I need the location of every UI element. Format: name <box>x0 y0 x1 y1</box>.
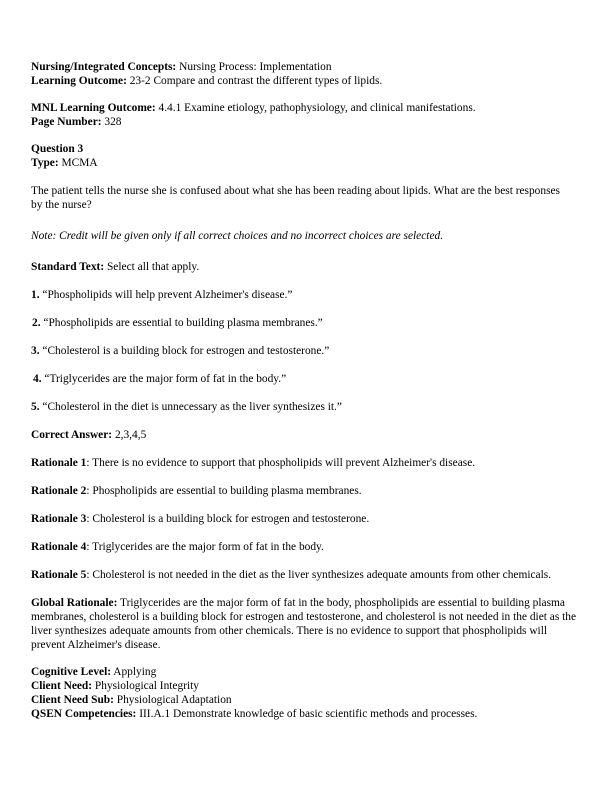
question-type-value: MCMA <box>61 157 98 169</box>
learning-outcome-value: 23-2 Compare and contrast the different types of lipids. <box>129 75 383 87</box>
rationale-label: Rationale 2 <box>31 485 87 497</box>
option-1 <box>31 288 583 302</box>
client-need-line <box>31 679 583 693</box>
rationale-text: : Triglycerides are the major form of fat in the body. <box>86 541 324 553</box>
page-number-label: Page Number: <box>31 116 102 128</box>
rationale-label: Rationale 1 <box>31 457 87 469</box>
concepts-label: Nursing/Integrated Concepts: <box>31 61 177 73</box>
page-number-value: 328 <box>104 116 122 128</box>
mnl-outcome-value: 4.4.1 Examine etiology, pathophysiology, and clinical manifestations. <box>158 102 476 114</box>
rationale-label: Rationale 3 <box>31 513 87 525</box>
question-stem: The patient tells the nurse she is confused about what she has been reading about lipids. What are the best responses by the nurse? <box>31 185 560 211</box>
qsen-competencies-line <box>31 707 583 721</box>
rationale-3 <box>31 512 583 526</box>
option-text: “Triglycerides are the major form of fat in the body.” <box>44 373 287 385</box>
correct-answer-line <box>31 428 583 442</box>
option-text: “Cholesterol is a building block for estrogen and testosterone.” <box>42 345 330 357</box>
rationale-2 <box>31 484 583 498</box>
qsen-competencies-label: QSEN Competencies: <box>31 708 137 720</box>
concepts-value: Nursing Process: Implementation <box>179 61 332 73</box>
standard-text-label: Standard Text: <box>31 261 105 273</box>
question-title <box>31 142 583 156</box>
question-document <box>31 60 583 721</box>
rationale-text: : Cholesterol is not needed in the diet as the liver synthesizes adequate amounts from other chemicals. <box>86 569 552 581</box>
option-text: “Phospholipids are essential to building plasma membranes.” <box>43 317 323 329</box>
learning-outcome-line <box>31 74 583 88</box>
global-rationale <box>31 596 579 652</box>
client-need-label: Client Need: <box>31 680 93 692</box>
correct-answer-value: 2,3,4,5 <box>114 429 147 441</box>
question-type-line <box>31 156 583 170</box>
client-need-sub-value: Physiological Adaptation <box>116 694 232 706</box>
mnl-outcome-line <box>31 101 583 115</box>
rationale-label: Rationale 4 <box>31 541 87 553</box>
option-2 <box>31 316 583 330</box>
option-number: 2. <box>32 317 41 329</box>
rationale-5 <box>31 568 583 582</box>
question-title-text: Question 3 <box>31 143 84 155</box>
option-4 <box>31 372 583 386</box>
global-rationale-text: Triglycerides are the major form of fat in the body, phospholipids are essential to building plasma membranes, cholesterol is a building block for estrogen and testosterone, and cholesterol is not needed in the diet as the liver synthesizes adequate amounts from other chemicals. There is no evidence to support that phospholipids will prevent Alzheimer's disease. <box>31 597 577 651</box>
rationale-text: : There is no evidence to support that phospholipids will prevent Alzheimer's disease. <box>86 457 476 469</box>
client-need-sub-line <box>31 693 583 707</box>
cognitive-level-label: Cognitive Level: <box>31 666 112 678</box>
rationale-4 <box>31 540 583 554</box>
option-text: “Cholesterol in the diet is unnecessary as the liver synthesizes it.” <box>42 401 342 413</box>
credit-note: Note: Credit will be given only if all correct choices and no incorrect choices are selected. <box>31 230 444 242</box>
option-number: 1. <box>31 289 40 301</box>
mnl-outcome-label: MNL Learning Outcome: <box>31 102 156 114</box>
rationale-label: Rationale 5 <box>31 569 87 581</box>
option-3 <box>31 344 583 358</box>
correct-answer-label: Correct Answer: <box>31 429 113 441</box>
client-need-sub-label: Client Need Sub: <box>31 694 114 706</box>
option-5 <box>31 400 583 414</box>
cognitive-level-value: Applying <box>113 666 157 678</box>
rationale-text: : Phospholipids are essential to building plasma membranes. <box>86 485 362 497</box>
global-rationale-label: Global Rationale: <box>31 597 118 609</box>
rationale-1 <box>31 456 583 470</box>
learning-outcome-label: Learning Outcome: <box>31 75 127 87</box>
qsen-competencies-value: III.A.1 Demonstrate knowledge of basic scientific methods and processes. <box>139 708 478 720</box>
option-number: 4. <box>33 373 42 385</box>
option-number: 3. <box>31 345 40 357</box>
page-number-line <box>31 115 583 129</box>
standard-text-value: Select all that apply. <box>106 261 200 273</box>
client-need-value: Physiological Integrity <box>94 680 200 692</box>
cognitive-level-line <box>31 665 583 679</box>
option-number: 5. <box>31 401 40 413</box>
rationale-text: : Cholesterol is a building block for estrogen and testosterone. <box>86 513 370 525</box>
question-type-label: Type: <box>31 157 59 169</box>
concepts-line <box>31 60 583 74</box>
standard-text-line <box>31 260 583 274</box>
option-text: “Phospholipids will help prevent Alzheimer's disease.” <box>42 289 293 301</box>
